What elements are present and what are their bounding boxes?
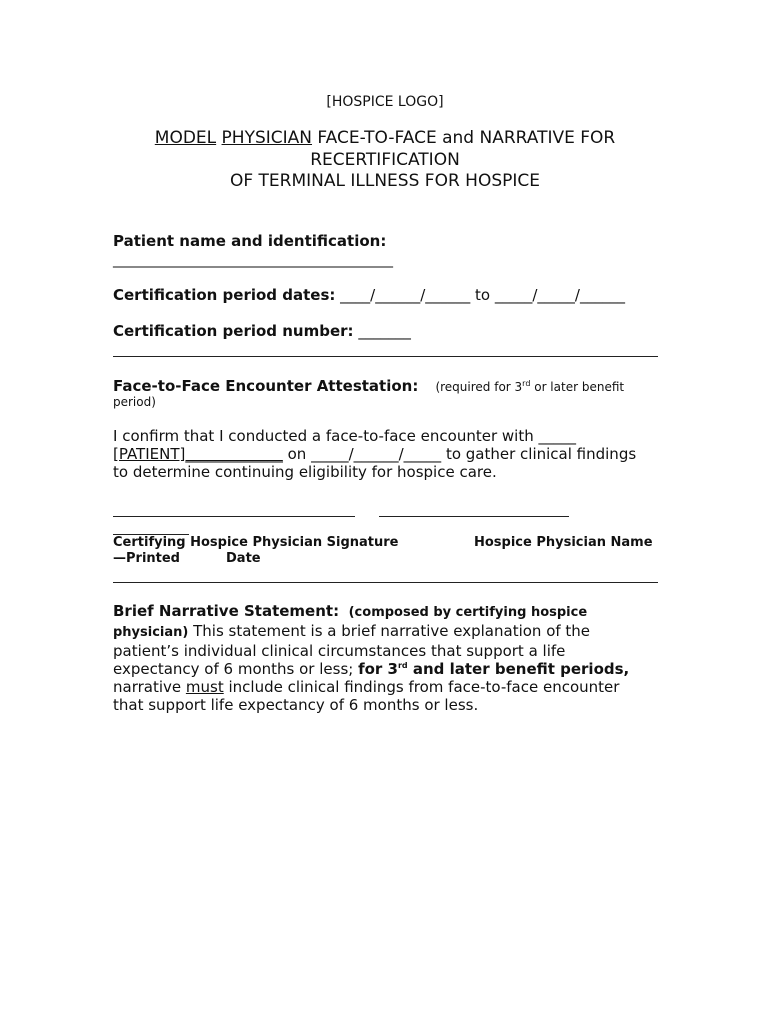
patient-name-label: Patient name and identification: [113,232,387,250]
document-title-line-3: OF TERMINAL ILLNESS FOR HOSPICE [229,171,540,191]
cert-number-row [113,322,411,340]
narrative-line-4: expectancy of 6 months or less; for 3rd and later benefit periods, [113,660,630,678]
section-divider [113,356,658,357]
attestation-note: (required for 3rd or later benefit [435,379,625,394]
patient-name-field[interactable]: ________________________________________ [113,252,393,268]
document-title-line-2: RECERTIFICATION [310,150,460,170]
title-word-physician: PHYSICIAN [221,128,313,148]
attestation-label: Face-to-Face Encounter Attestation: [113,377,419,395]
signature-caption: Certifying Hospice Physician Signature [113,535,399,550]
narrative-line-2: physician) This statement is a brief narrative explanation of the [113,622,591,640]
title-word-model: MODEL [154,128,217,148]
printed-caption: —Printed [113,551,180,566]
cert-number-label: Certification period number: [113,322,354,340]
cert-number-field[interactable]: _______ [353,322,411,340]
section-divider-2 [113,582,658,583]
date-caption: Date [226,551,261,566]
attestation-line-2: [PATIENT]_____________ on _____/______/_____ to gather clinical findings [113,445,637,463]
attestation-line-3: to determine continuing eligibility for hospice care. [113,463,497,481]
hospice-logo-placeholder: [HOSPICE LOGO] [326,94,444,110]
narrative-line-5: narrative must include clinical findings from face-to-face encounter [113,678,620,696]
physician-name-caption: Hospice Physician Name [474,535,653,550]
narrative-statement [113,602,658,714]
cert-dates-label: Certification period dates: [113,286,336,304]
attestation-note-line-2: period) [113,395,156,409]
document-title-line-1 [0,128,770,149]
cert-dates-row [113,286,625,304]
attestation-line-1: I confirm that I conducted a face-to-face encounter with _____ [113,427,576,445]
attestation-statement [113,427,658,481]
narrative-label: Brief Narrative Statement: [113,602,340,620]
narrative-line-1 [113,602,658,622]
narrative-line-3: patient’s individual clinical circumstances that support a life [113,642,566,660]
signature-line[interactable] [113,516,355,517]
attestation-header [113,376,624,395]
patient-placeholder-field[interactable]: [PATIENT]_____________ [113,445,283,463]
physician-name-line[interactable] [379,516,569,517]
title-line-1-rest: FACE-TO-FACE and NARRATIVE FOR [317,128,616,148]
narrative-emphasis: for 3rd and later benefit periods, [358,660,630,678]
cert-dates-field[interactable]: ____/______/______ to _____/_____/______ [335,286,625,304]
narrative-line-6: that support life expectancy of 6 months or less. [113,696,479,714]
narrative-note: (composed by certifying hospice [348,605,588,620]
must-emphasis: must [185,678,224,696]
